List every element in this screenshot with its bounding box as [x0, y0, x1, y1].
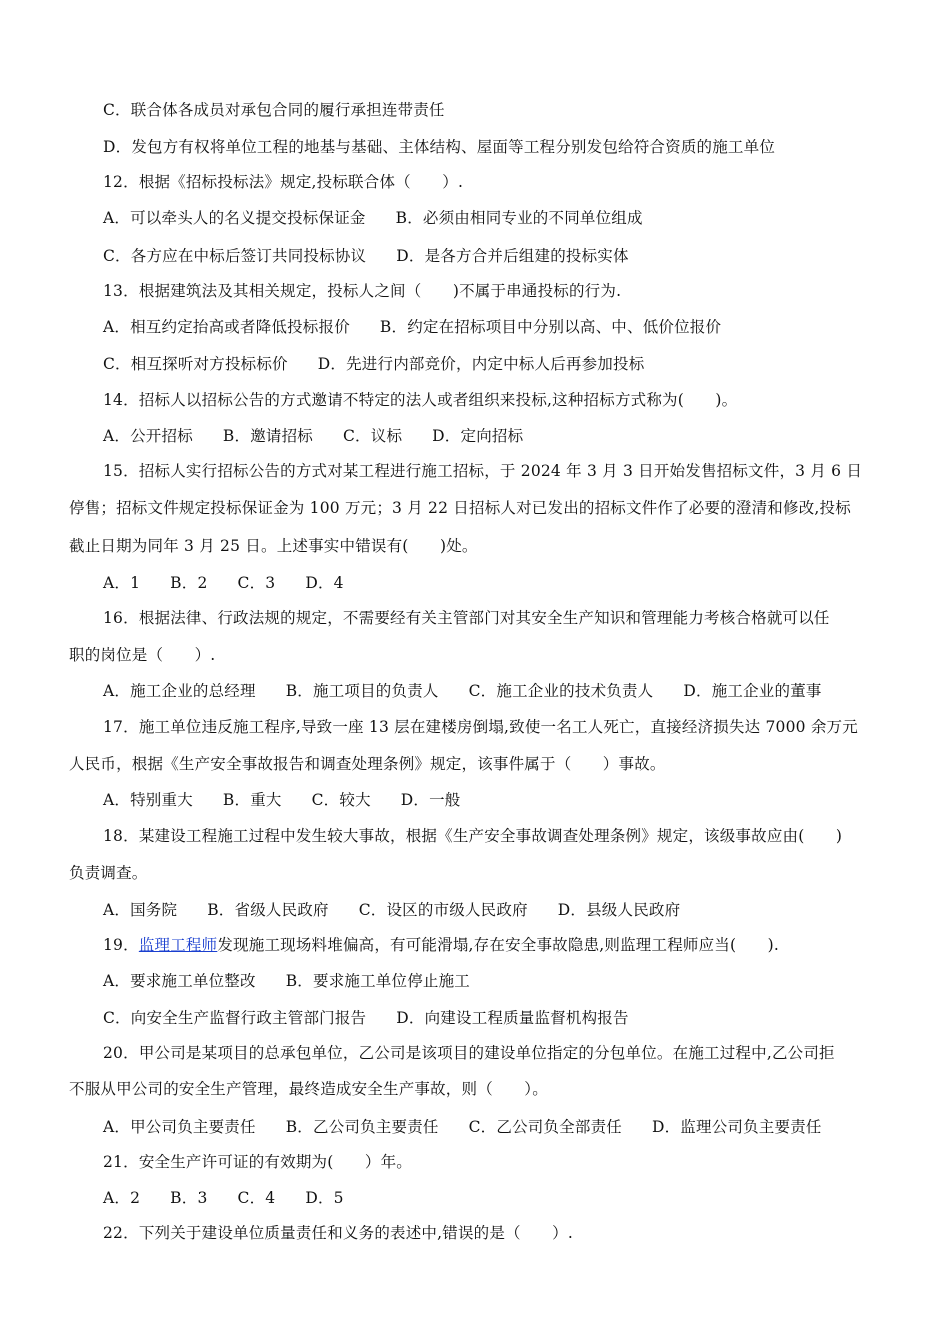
- q13-option-b: B．约定在招标项目中分别以高、中、低价位报价: [379, 318, 722, 336]
- q20-option-d: D．监理公司负主要责任: [651, 1118, 822, 1136]
- q11-option-d: D．发包方有权将单位工程的地基与基础、主体结构、屋面等工程分别发包给符合资质的施工单位: [103, 138, 776, 156]
- q12-options-cd: [103, 246, 629, 266]
- q14-option-c: C．议标: [343, 427, 403, 445]
- q21-option-d: D．5: [305, 1189, 344, 1207]
- q19-option-d: D．向建设工程质量监督机构报告: [396, 1009, 629, 1027]
- supervising-engineer-link[interactable]: 监理工程师: [138, 936, 218, 954]
- q19-option-c: C．向安全生产监督行政主管部门报告: [103, 1009, 367, 1027]
- q21-option-a: A．2: [103, 1189, 141, 1207]
- q16-options: [103, 681, 822, 701]
- q20-option-c: C．乙公司负全部责任: [468, 1118, 622, 1136]
- q21-option-b: B．3: [170, 1189, 208, 1207]
- question-13: 13．根据建筑法及其相关规定，投标人之间（ )不属于串通投标的行为.: [103, 282, 622, 300]
- q19-number: 19．: [103, 936, 139, 954]
- q12-option-d: D．是各方合并后组建的投标实体: [396, 247, 629, 265]
- q12-option-a: A．可以牵头人的名义提交投标保证金: [103, 209, 366, 227]
- q18-option-b: B．省级人民政府: [207, 901, 329, 919]
- question-16-line-1: 16．根据法律、行政法规的规定，不需要经有关主管部门对其安全生产知识和管理能力考核合格就可以任: [103, 609, 830, 627]
- q17-options: [103, 790, 461, 810]
- q19-option-b: B．要求施工单位停止施工: [285, 972, 470, 990]
- q13-option-d: D．先进行内部竞价，内定中标人后再参加投标: [317, 355, 645, 373]
- q12-options-ab: [103, 208, 643, 228]
- question-12: 12．根据《招标投标法》规定,投标联合体（ ）.: [103, 173, 464, 191]
- q18-option-c: C．设区的市级人民政府: [358, 901, 528, 919]
- question-14: 14．招标人以招标公告的方式邀请不特定的法人或者组织来投标,这种招标方式称为( )。: [103, 391, 738, 409]
- question-15-line-3: 截止日期为同年 3 月 25 日。上述事实中错误有( )处。: [69, 537, 478, 555]
- q20-options: [103, 1117, 822, 1137]
- q15-option-b: B．2: [170, 574, 208, 592]
- q12-option-b: B．必须由相同专业的不同单位组成: [395, 209, 643, 227]
- q17-option-d: D．一般: [400, 791, 461, 809]
- q17-option-b: B．重大: [222, 791, 282, 809]
- q18-options: [103, 900, 680, 920]
- q21-option-c: C．4: [237, 1189, 276, 1207]
- question-22: 22．下列关于建设单位质量责任和义务的表述中,错误的是（ ）.: [103, 1224, 573, 1242]
- q13-options-ab: [103, 317, 721, 337]
- q19-option-a: A．要求施工单位整改: [103, 972, 256, 990]
- q17-option-c: C．较大: [311, 791, 371, 809]
- question-21: 21．安全生产许可证的有效期为( ）年。: [103, 1153, 412, 1171]
- q13-option-c: C．相互探听对方投标标价: [103, 355, 288, 373]
- q17-option-a: A．特别重大: [103, 791, 193, 809]
- q14-option-a: A．公开招标: [103, 427, 193, 445]
- question-17-line-2: 人民币，根据《生产安全事故报告和调查处理条例》规定，该事件属于（ ）事故。: [69, 755, 666, 773]
- question-20-line-1: 20．甲公司是某项目的总承包单位，乙公司是该项目的建设单位指定的分包单位。在施工过程中,乙公司拒: [103, 1044, 835, 1062]
- q13-option-a: A．相互约定抬高或者降低投标报价: [103, 318, 350, 336]
- q15-option-c: C．3: [237, 574, 276, 592]
- question-17-line-1: 17．施工单位违反施工程序,导致一座 13 层在建楼房倒塌,致使一名工人死亡，直接经济损失达 7000 余万元: [103, 718, 858, 736]
- question-15-line-1: 15．招标人实行招标公告的方式对某工程进行施工招标，于 2024 年 3 月 3 日开始发售招标文件，3 月 6 日: [103, 462, 863, 480]
- q16-option-a: A．施工企业的总经理: [103, 682, 256, 700]
- question-15-line-2: 停售；招标文件规定投标保证金为 100 万元；3 月 22 日招标人对已发出的招标文件作了必要的澄清和修改,投标: [69, 499, 851, 517]
- question-20-line-2: 不服从甲公司的安全生产管理，最终造成安全生产事故，则（ ）。: [69, 1080, 548, 1098]
- q19-options-ab: [103, 971, 470, 991]
- question-18-line-1: 18．某建设工程施工过程中发生较大事故，根据《生产安全事故调查处理条例》规定，该级事故应由( ): [103, 827, 843, 845]
- q16-option-c: C．施工企业的技术负责人: [468, 682, 654, 700]
- q16-option-b: B．施工项目的负责人: [285, 682, 439, 700]
- q11-option-c: C．联合体各成员对承包合同的履行承担连带责任: [103, 101, 445, 119]
- q18-option-d: D．县级人民政府: [557, 901, 681, 919]
- q19-text: 发现施工现场料堆偏高，有可能滑塌,存在安全事故隐患,则监理工程师应当( ).: [217, 936, 780, 954]
- q12-option-c: C．各方应在中标后签订共同投标协议: [103, 247, 367, 265]
- question-18-line-2: 负责调查。: [69, 864, 148, 882]
- q20-option-b: B．乙公司负主要责任: [285, 1118, 439, 1136]
- question-19: [103, 935, 779, 955]
- q14-option-b: B．邀请招标: [222, 427, 313, 445]
- q14-option-d: D．定向招标: [432, 427, 524, 445]
- question-16-line-2: 职的岗位是（ ）.: [69, 646, 216, 664]
- q20-option-a: A．甲公司负主要责任: [103, 1118, 256, 1136]
- q21-options: [103, 1188, 344, 1208]
- q15-option-a: A．1: [103, 574, 141, 592]
- q18-option-a: A．国务院: [103, 901, 178, 919]
- q14-options: [103, 426, 523, 446]
- q13-options-cd: [103, 354, 644, 374]
- q16-option-d: D．施工企业的董事: [683, 682, 822, 700]
- q19-options-cd: [103, 1008, 629, 1028]
- q15-option-d: D．4: [305, 574, 344, 592]
- q15-options: [103, 573, 344, 593]
